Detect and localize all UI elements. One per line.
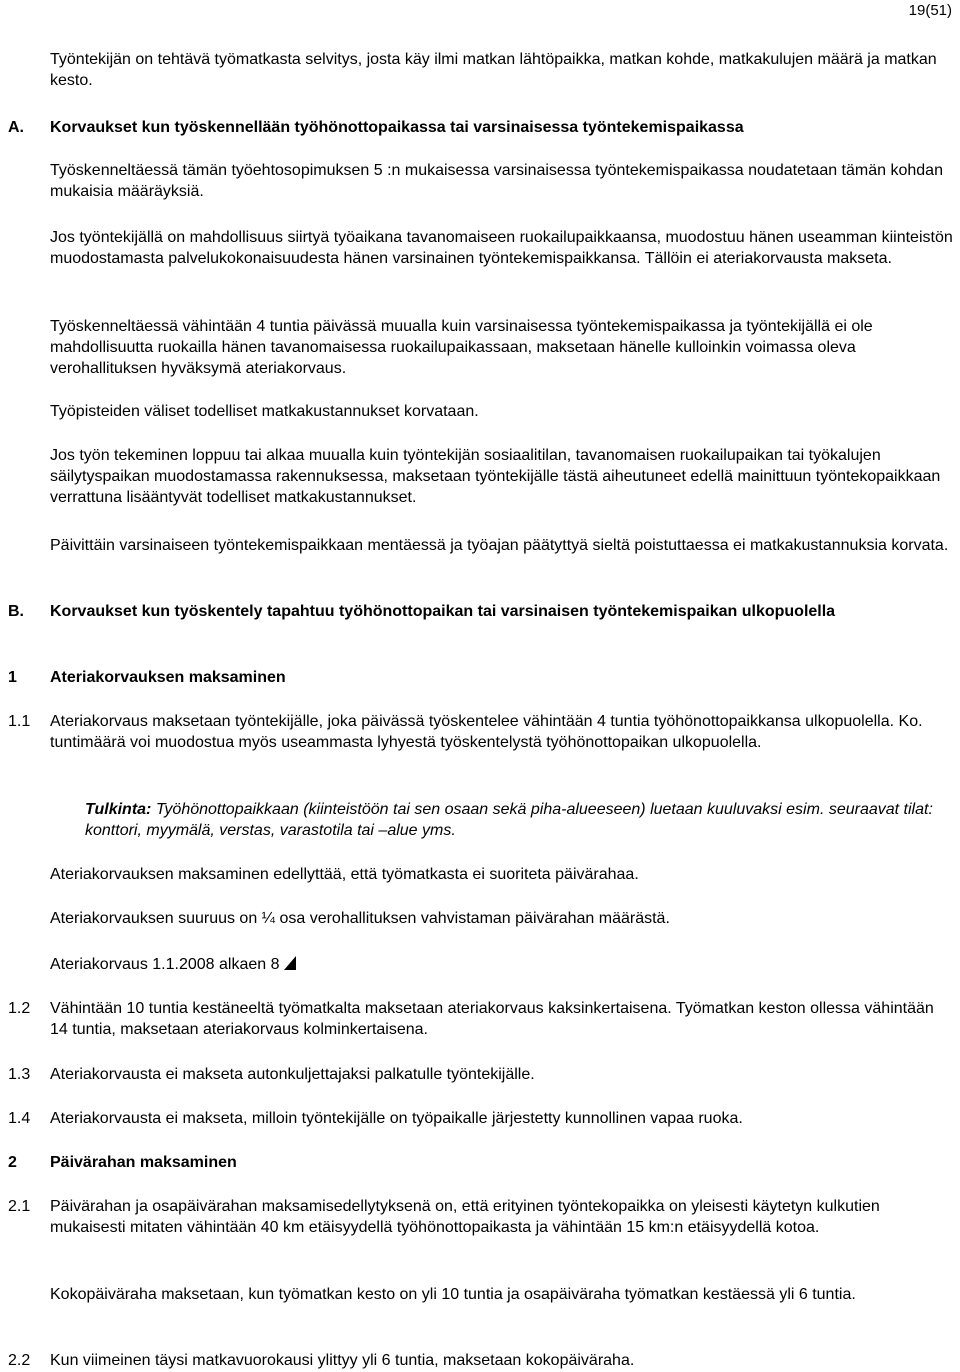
section-2-heading: Päivärahan maksaminen xyxy=(50,1154,237,1171)
section-a-paragraph: Työskenneltäessä vähintään 4 tuntia päivässä muualla kuin varsinaisessa työntekemispaikassa ja työntekijällä ei ole mahdollisuutta ruokailla hänen tavanomaisessa ruokailupaikassaan, maksetaan hänelle kulloinkin voimassa oleva verohallituksen hyväksymä ateriakorvaus. xyxy=(50,318,873,377)
section-a-paragraph: Päivittäin varsinaiseen työntekemispaikkaan mentäessä ja työajan päätyttyä sieltä poistuttaessa ei matkakustannuksia korvata. xyxy=(50,537,949,554)
item-number: 1.4 xyxy=(8,1110,31,1127)
section-a-paragraph: Työskenneltäessä tämän työehtosopimuksen 5 :n mukaisessa varsinaisessa työntekemispaikassa noudatetaan tämän kohdan mukaisia määräyksiä. xyxy=(50,162,943,200)
item-2-1-text: Päivärahan ja osapäivärahan maksamisedellytyksenä on, että erityinen työntekopaikka on yleisesti käytetyn kulkutien mukaisesti mitaten vähintään 40 km etäisyydellä työhönottopaikasta ja vähintään 15 km:n etäisyydellä kotoa. xyxy=(50,1198,880,1236)
section-1-heading: Ateriakorvauksen maksaminen xyxy=(50,669,286,686)
section-a-paragraph: Jos työn tekeminen loppuu tai alkaa muualla kuin työntekijän sosiaalitilan, tavanomaisen ruokailupaikan tai työkalujen säilytyspaikan muodostamassa rakennuksessa, maksetaan työntekijälle tästä aiheutuneet edellä mainittuun työntekopaikkaan verrattuna lisääntyvät todelliset matkakustannukset. xyxy=(50,447,941,506)
intro-paragraph: Työntekijän on tehtävä työmatkasta selvitys, josta käy ilmi matkan lähtöpaikka, matkan kohde, matkakulujen määrä ja matkan kesto. xyxy=(50,51,937,89)
interpretation-label: Tulkinta: xyxy=(85,801,152,818)
section-b-heading: Korvaukset kun työskentely tapahtuu työhönottopaikan tai varsinaisen työntekemispaikan ulkopuolella xyxy=(50,603,836,620)
page-number: 19(51) xyxy=(908,2,952,19)
item-2-2-text: Kun viimeinen täysi matkavuorokausi ylittyy yli 6 tuntia, maksetaan kokopäiväraha. xyxy=(50,1352,635,1369)
section-1-number: 1 xyxy=(8,669,17,686)
rate-text: Ateriakorvaus 1.1.2008 alkaen 8 xyxy=(50,956,280,973)
item-number: 2.1 xyxy=(8,1198,31,1215)
partial-paragraph: Kokopäiväraha maksetaan, kun työmatkan kesto on yli 10 tuntia ja osapäiväraha työmatkan kestäessä yli 6 tuntia. xyxy=(50,1286,856,1303)
section-a-label: A. xyxy=(8,119,24,136)
item-1-1-text: Ateriakorvaus maksetaan työntekijälle, joka päivässä työskentelee vähintään 4 tuntia työhönottopaikkansa ulkopuolella. Ko. tuntimäärä voi muodostua myös useammasta lyhyestä työskentelystä työhönottopaikan ulkopuolella. xyxy=(50,713,923,751)
amount-paragraph: Ateriakorvauksen suuruus on ¼ osa verohallituksen vahvistaman päivärahan määrästä. xyxy=(50,910,670,927)
condition-paragraph: Ateriakorvauksen maksaminen edellyttää, että työmatkasta ei suoriteta päivärahaa. xyxy=(50,866,639,883)
item-1-3-text: Ateriakorvausta ei makseta autonkuljettajaksi palkatulle työntekijälle. xyxy=(50,1066,535,1083)
item-number: 1.1 xyxy=(8,713,31,730)
section-b-label: B. xyxy=(8,603,24,620)
rate-paragraph xyxy=(50,954,955,975)
item-number: 1.2 xyxy=(8,1000,31,1017)
item-number: 2.2 xyxy=(8,1352,31,1369)
interpretation-note xyxy=(85,799,945,841)
interpretation-text: Työhönottopaikkaan (kiinteistöön tai sen osaan sekä piha-alueeseen) luetaan kuuluvaksi esim. seuraavat tilat: konttori, myymälä, verstas, varastotila tai –alue yms. xyxy=(85,801,933,839)
item-number: 1.3 xyxy=(8,1066,31,1083)
item-1-4-text: Ateriakorvausta ei makseta, milloin työntekijälle on työpaikalle järjestetty kunnollinen vapaa ruoka. xyxy=(50,1110,743,1127)
item-1-2-text: Vähintään 10 tuntia kestäneeltä työmatkalta maksetaan ateriakorvaus kaksinkertaisena. Työmatkan keston ollessa vähintään 14 tuntia, maksetaan ateriakorvaus kolminkertaisena. xyxy=(50,1000,934,1038)
euro-icon xyxy=(284,956,296,970)
section-2-number: 2 xyxy=(8,1154,17,1171)
section-a-heading: Korvaukset kun työskennellään työhönottopaikassa tai varsinaisessa työntekemispaikassa xyxy=(50,119,744,136)
section-a-paragraph: Työpisteiden väliset todelliset matkakustannukset korvataan. xyxy=(50,403,479,420)
section-a-paragraph: Jos työntekijällä on mahdollisuus siirtyä työaikana tavanomaiseen ruokailupaikkaansa, muodostuu hänen useamman kiinteistön muodostamasta palvelukokonaisuudesta hänen varsinainen työntekemispaikkansa. Tällöin ei ateriakorvausta makseta. xyxy=(50,229,953,267)
